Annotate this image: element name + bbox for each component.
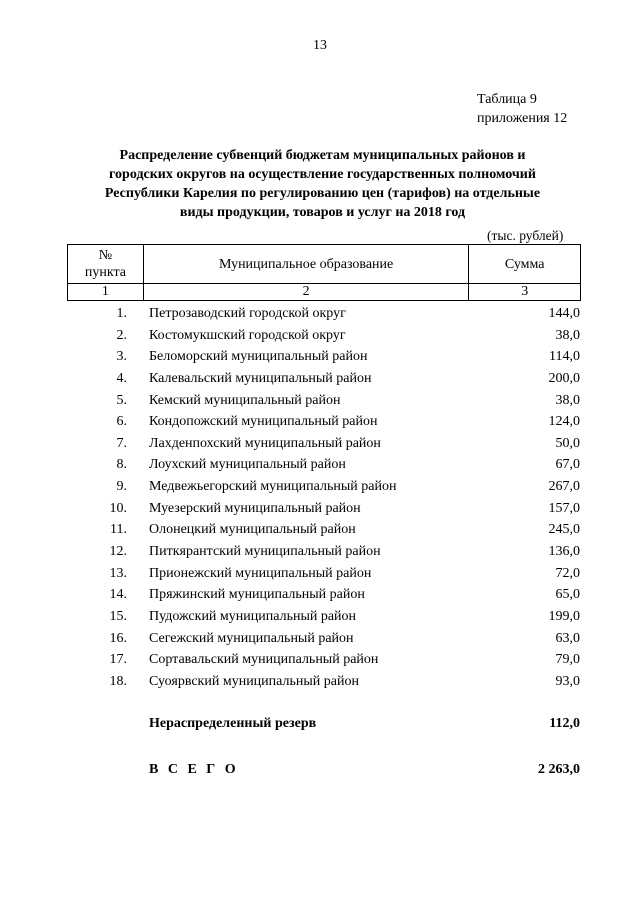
row-sum: 67,0 — [555, 457, 580, 473]
table-row — [67, 520, 581, 542]
title-line: городских округов на осуществление государственных полномочий — [109, 167, 536, 182]
units-label: (тыс. рублей) — [487, 228, 564, 243]
col-number: 1 — [68, 284, 144, 301]
table-row — [67, 585, 581, 607]
title-line: виды продукции, товаров и услуг на 2018 год — [179, 205, 466, 220]
row-sum: 63,0 — [555, 630, 580, 646]
row-number: 1. — [116, 306, 127, 321]
caption-line: приложения 12 — [477, 111, 568, 126]
row-sum: 144,0 — [548, 306, 580, 321]
row-number: 12. — [109, 544, 127, 560]
table-row — [67, 347, 581, 369]
row-sum: 245,0 — [548, 522, 580, 538]
col-number: 2 — [143, 284, 469, 301]
row-number: 5. — [116, 392, 127, 408]
row-name: Суоярвский муниципальный район — [149, 673, 359, 689]
table-row — [67, 304, 581, 326]
row-name: Кондопожский муниципальный район — [149, 414, 378, 430]
header-name: Муниципальное образование — [143, 245, 469, 284]
document-title — [80, 146, 565, 222]
reserve-label: Нераспределенный резерв — [149, 716, 317, 731]
title-line: Распределение субвенций бюджетам муниципальных районов и — [119, 148, 526, 163]
row-sum: 136,0 — [548, 544, 580, 560]
row-sum: 72,0 — [555, 565, 580, 581]
row-sum: 157,0 — [548, 500, 580, 516]
row-sum: 200,0 — [548, 370, 580, 386]
table-header — [67, 244, 581, 301]
row-name: Сортавальский муниципальный район — [149, 652, 379, 668]
row-sum: 124,0 — [548, 414, 580, 430]
table-row — [67, 607, 581, 629]
reserve-row — [67, 716, 581, 732]
caption-line: Таблица 9 — [477, 92, 537, 107]
row-number: 16. — [109, 630, 127, 646]
table-row — [67, 326, 581, 348]
row-name: Беломорский муниципальный район — [149, 349, 368, 365]
table-row — [67, 455, 581, 477]
row-number: 7. — [116, 435, 127, 451]
row-sum: 50,0 — [555, 435, 580, 451]
header-num-line: пункта — [84, 265, 126, 280]
table-caption — [477, 90, 567, 128]
row-name: Костомукшский городской округ — [149, 327, 346, 343]
table-row — [67, 391, 581, 413]
row-name: Калевальский муниципальный район — [149, 370, 372, 386]
table-row — [67, 477, 581, 499]
row-name: Прионежский муниципальный район — [149, 565, 372, 581]
row-number: 14. — [109, 587, 127, 603]
row-name: Сегежский муниципальный район — [149, 630, 354, 646]
row-number: 8. — [116, 457, 127, 473]
row-name: Олонецкий муниципальный район — [149, 522, 356, 538]
row-name: Пряжинский муниципальный район — [149, 587, 365, 603]
page-number: 13 — [313, 38, 327, 53]
row-name: Медвежьегорский муниципальный район — [149, 479, 397, 495]
row-number: 4. — [116, 370, 127, 386]
row-number: 15. — [109, 608, 127, 624]
row-sum: 93,0 — [555, 673, 580, 689]
row-sum: 38,0 — [555, 327, 580, 343]
table-row — [67, 629, 581, 651]
header-sum: Сумма — [469, 245, 581, 284]
table-row — [67, 434, 581, 456]
row-name: Питкярантский муниципальный район — [149, 544, 381, 560]
title-line: Республики Карелия по регулированию цен (тарифов) на отдельные — [104, 186, 541, 201]
row-name: Муезерский муниципальный район — [149, 500, 361, 516]
row-name: Кемский муниципальный район — [149, 392, 341, 408]
row-number: 9. — [116, 479, 127, 495]
table-row — [67, 412, 581, 434]
row-sum: 114,0 — [549, 349, 580, 365]
row-name: Лахденпохский муниципальный район — [149, 435, 381, 451]
row-sum: 65,0 — [555, 587, 580, 603]
row-name: Лоухский муниципальный район — [149, 457, 346, 473]
row-number: 17. — [109, 652, 127, 668]
reserve-value: 112,0 — [549, 716, 580, 731]
table-row — [67, 499, 581, 521]
row-sum: 79,0 — [555, 652, 580, 668]
row-name: Пудожский муниципальный район — [149, 608, 357, 624]
row-number: 18. — [109, 673, 127, 689]
total-value: 2 263,0 — [538, 762, 580, 777]
row-number: 2. — [116, 327, 127, 343]
row-sum: 38,0 — [555, 392, 580, 408]
row-number: 6. — [116, 414, 127, 430]
col-number: 3 — [469, 284, 581, 301]
row-name: Петрозаводский городской округ — [149, 306, 346, 321]
header-num-line: № — [98, 248, 113, 263]
total-label: В С Е Г О — [149, 762, 239, 777]
row-number: 3. — [116, 349, 127, 365]
table-row — [67, 650, 581, 672]
row-number: 13. — [109, 565, 127, 581]
row-sum: 267,0 — [548, 479, 580, 495]
row-sum: 199,0 — [548, 608, 580, 624]
table-row — [67, 564, 581, 586]
row-number: 10. — [109, 500, 127, 516]
table-row — [67, 672, 581, 694]
total-row — [67, 762, 581, 778]
row-number: 11. — [110, 522, 127, 538]
table-row — [67, 542, 581, 564]
header-num — [68, 245, 144, 284]
table-row — [67, 369, 581, 391]
table-body — [67, 304, 581, 694]
